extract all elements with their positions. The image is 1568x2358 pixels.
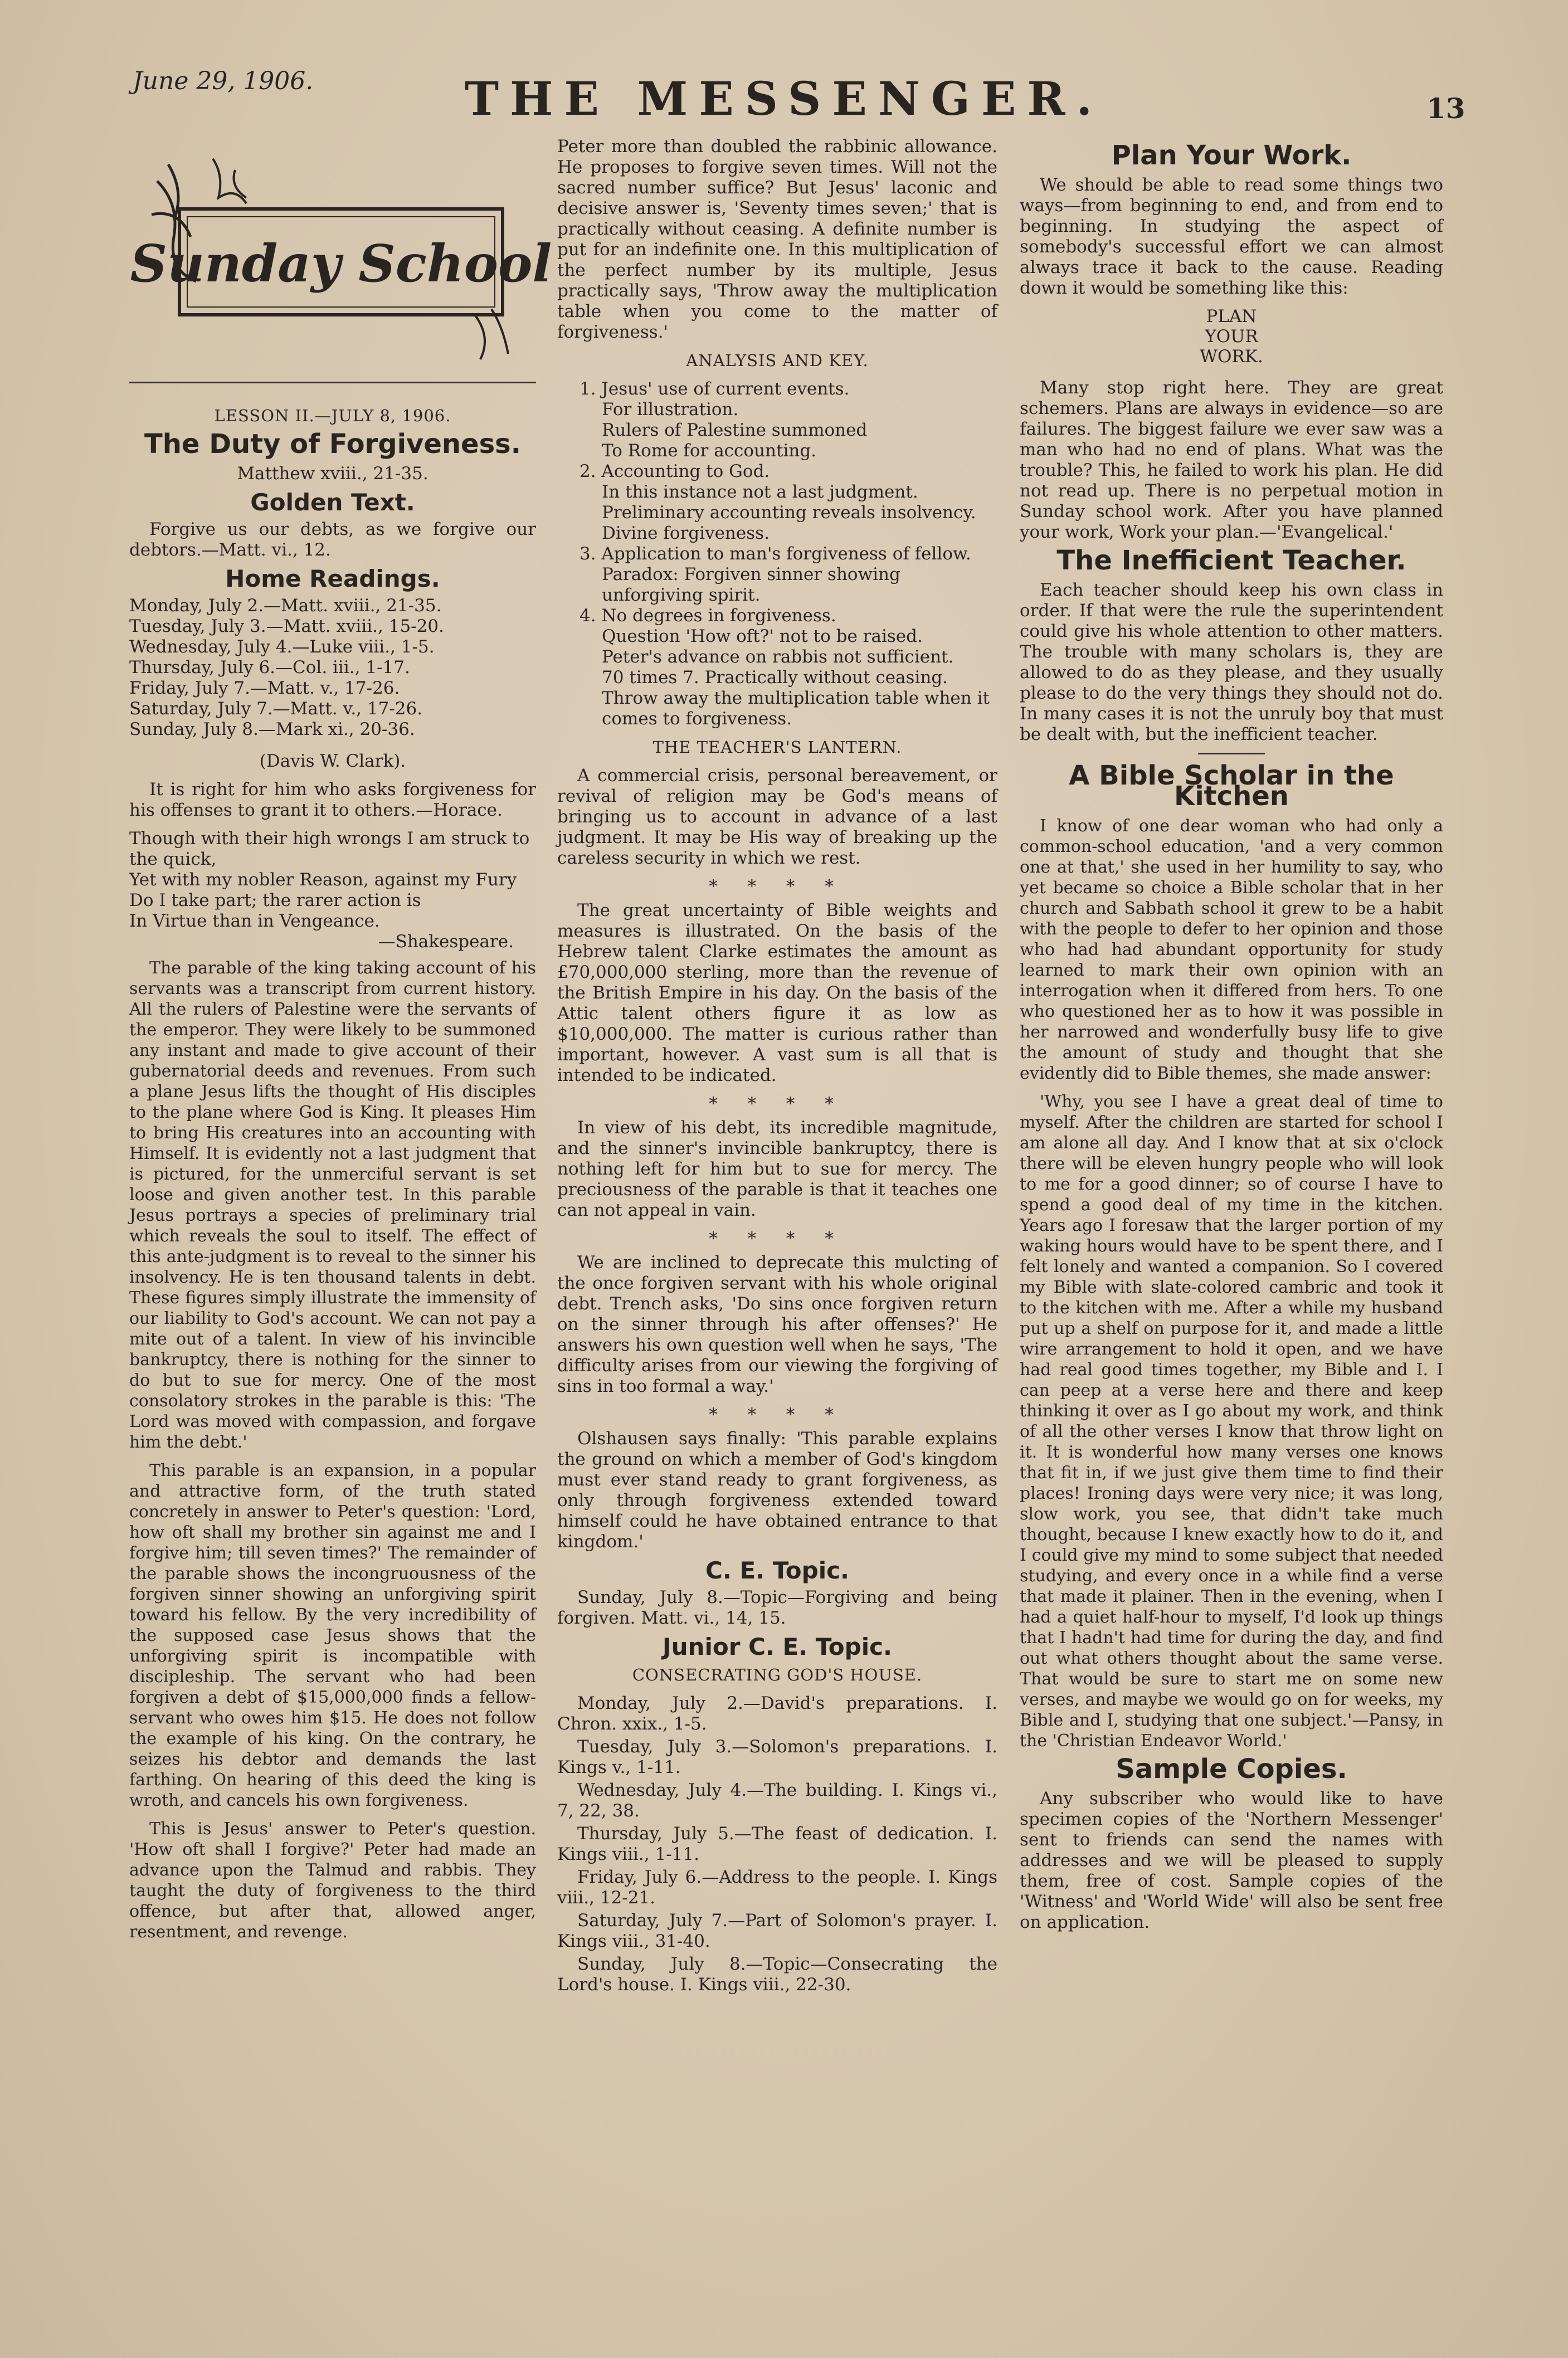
paragraph: This is Jesus' answer to Peter's question. 'How oft shall I forgive?' Peter had made an advance upon the Talmud and rabbis. They taught the duty of forgiveness to the third offence, but after that, allowed anger, resentment, and revenge.	[129, 1819, 536, 1942]
list-item: Peter's advance on rabbis not sufficient.	[602, 647, 954, 667]
list-item: Tuesday, July 3.—Solomon's preparations. I. Kings v., 1-11.	[557, 1737, 997, 1777]
list-item: Monday, July 2.—Matt. xviii., 21-35.	[129, 596, 442, 616]
list-item: For illustration.	[602, 400, 739, 420]
list-item: Thursday, July 5.—The feast of dedication. I. Kings viii., 1-11.	[557, 1824, 997, 1864]
sunday-school-logo	[130, 148, 552, 365]
list-item: Saturday, July 7.—Matt. v., 17-26.	[129, 699, 423, 719]
verse-line: Do I take part; the rarer action is	[129, 890, 421, 910]
list-item: Rulers of Palestine summoned	[602, 420, 868, 440]
paragraph: A commercial crisis, personal bereavement, or revival of religion may be God's means of bringing us to account in advance of a last judgment. It may be His way of breaking up the careless security in which we rest.	[557, 766, 997, 868]
ce-topic-heading: C. E. Topic.	[705, 1557, 849, 1584]
newspaper-title: THE MESSENGER.	[464, 72, 1104, 126]
list-item: 4. No degrees in forgiveness.	[580, 606, 836, 626]
verse-line: Though with their high wrongs I am struck to the quick,	[129, 829, 530, 869]
column-left	[129, 137, 552, 1950]
horace-quote: It is right for him who asks forgiveness for his offenses to grant it to others.—Horace.	[129, 779, 536, 820]
list-item: Thursday, July 6.—Col. iii., 1-17.	[129, 657, 410, 678]
list-item: Friday, July 7.—Matt. v., 17-26.	[129, 678, 400, 698]
paragraph: 'Why, you see I have a great deal of time to myself. After the children are started for school I am alone all day. And I know that at six o'clock there will be eleven hungry people who will look to me for a good dinner; so of course I have to spend a good deal of my time in the kitchen. Years ago I foresaw that the larger portion of my waking hours would have to be spent there, and I felt lonely and wanted a companion. So I covered my Bible with slate-colored cambric and took it to the kitchen with me. After a while my husband put up a shelf on purpose for it, and made a little wire arrangement to hold it open, and we have had real good times together, my Bible and I. I can peep at a verse here and there and keep thinking it over as I go about my work, and think of all the other verses I know that throw light on it. It is wonderful how many verses one knows that fit in, if we just give them time to find their places! Ironing days were very nice; it was long, slow work, you see, that didn't take much thought, because I knew exactly how to do it, and I could give my mind to some subject that needed studying, and every once in a while find a verse that made it plainer. Then in the evening, when I had a quiet half-hour to myself, I'd look up things that I hadn't had time for during the day, and find out what others thought about the same verse. That would be sure to start me on some new verses, and maybe we would go on for weeks, my Bible and I, studying that one subject.'—Pansy, in the 'Christian Endeavor World.'	[1020, 1092, 1443, 1751]
list-item: Throw away the multiplication table when it comes to forgiveness.	[602, 688, 990, 729]
paragraph: We are inclined to deprecate this mulcting of the once forgiven servant with his whole original debt. Trench asks, 'Do sins once forgiven return on the sinner through his after offenses?' He answers his own question well when he says, 'The difficulty arises from our viewing the forgiving of sins in too formal a way.'	[557, 1253, 997, 1396]
list-item: Divine forgiveness.	[602, 523, 770, 543]
list-item: Monday, July 2.—David's preparations. I. Chron. xxix., 1-5.	[557, 1693, 997, 1734]
list-item: Question 'How oft?' not to be raised.	[602, 626, 923, 646]
junior-ce-heading: Junior C. E. Topic.	[663, 1633, 892, 1660]
plan-word: PLAN	[1206, 306, 1257, 327]
plan-word: WORK.	[1200, 347, 1263, 367]
column-middle	[557, 137, 997, 1998]
home-readings-heading: Home Readings.	[225, 565, 440, 592]
verse-line: In Virtue than in Vengeance.	[129, 911, 380, 931]
bible-scholar-heading: A Bible Scholar in the Kitchen	[1069, 760, 1394, 812]
list-item: Friday, July 6.—Address to the people. I. Kings viii., 12-21.	[557, 1867, 997, 1908]
list-item: Wednesday, July 4.—The building. I. Kings vi., 7, 22, 38.	[557, 1780, 997, 1821]
paragraph: I know of one dear woman who had only a common-school education, 'and a very common one at that,' she used in her humility to say, who yet became so choice a Bible scholar that in her church and Sabbath school it grew to be a habit with the people to defer to her opinion and those who had had abundant opportunity for study learned to mark their own opinion with an interrogation when it differed from hers. To one who questioned her as to how it was possible in her narrowed and wonderfully busy life to give the amount of study and thought that she evidently did to Bible themes, she made answer:	[1020, 816, 1443, 1083]
analysis-heading: ANALYSIS AND KEY.	[686, 351, 869, 370]
analysis-list	[557, 379, 997, 729]
separator-stars: * * * *	[709, 1094, 846, 1114]
plan-your-work-stack	[1020, 306, 1443, 367]
separator-stars: * * * *	[709, 876, 846, 897]
junior-ce-subheading: CONSECRATING GOD'S HOUSE.	[632, 1665, 923, 1684]
list-item: To Rome for accounting.	[602, 441, 817, 461]
home-readings-list	[129, 596, 536, 740]
paragraph: Any subscriber who would like to have specimen copies of the 'Northern Messenger' sent to friends can send the names with addresses and we will be pleased to supply them, free of cost. Sample copies of the 'Witness' and 'World Wide' will also be sent free on application.	[1020, 1789, 1443, 1932]
ce-topic-text: Sunday, July 8.—Topic—Forgiving and being forgiven. Matt. vi., 14, 15.	[557, 1587, 997, 1628]
issue-date: June 29, 1906.	[133, 67, 314, 95]
column-right	[1020, 137, 1443, 1941]
paragraph: In view of his debt, its incredible magnitude, and the sinner's invincible bankruptcy, there is nothing left for him but to sue for mercy. The preciousness of the parable is that it teaches one can not appeal in vain.	[557, 1118, 997, 1220]
list-item: Preliminary accounting reveals insolvency.	[602, 503, 976, 523]
list-item: 1. Jesus' use of current events.	[580, 379, 850, 399]
verse-line: Yet with my nobler Reason, against my Fury	[129, 870, 517, 890]
list-item: Sunday, July 8.—Topic—Consecrating the Lord's house. I. Kings viii., 22-30.	[557, 1954, 997, 1995]
list-item: Sunday, July 8.—Mark xi., 20-36.	[129, 719, 415, 739]
lesson-label: LESSON II.—JULY 8, 1906.	[214, 406, 451, 425]
list-item: 2. Accounting to God.	[580, 461, 770, 481]
paragraph: Peter more than doubled the rabbinic allowance. He proposes to forgive seven times. Will not the sacred number suffice? But Jesus' laconic and decisive answer is, 'Seventy times seven;' that is practically without ceasing. A definite number is put for an indefinite one. In this multiplication of the perfect number by its multiple, Jesus practically says, 'Throw away the multiplication table when you come to the matter of forgiveness.'	[557, 137, 997, 342]
separator-stars: * * * *	[709, 1405, 846, 1425]
paragraph: Olshausen says finally: 'This parable explains the ground on which a member of God's kingdom must ever stand ready to grant forgiveness, as only through forgiveness extended toward himself could he have obtained entrance to that kingdom.'	[557, 1429, 997, 1552]
plan-work-heading: Plan Your Work.	[1111, 140, 1352, 171]
shakespeare-verse	[129, 829, 536, 952]
list-item: 3. Application to man's forgiveness of fellow.	[580, 544, 971, 564]
paragraph: The great uncertainty of Bible weights and measures is illustrated. On the basis of the Hebrew talent Clarke estimates the amount as £70,000,000 sterling, more than the revenue of the British Empire in his day. On the basis of the Attic talent others figure it as low as $10,000,000. The matter is curious rather than important, however. A vast sum is all that is intended to be indicated.	[557, 900, 997, 1085]
divider	[1198, 753, 1265, 754]
sample-copies-heading: Sample Copies.	[1116, 1753, 1347, 1785]
paragraph: This parable is an expansion, in a popular and attractive form, of the truth stated concretely in answer to Peter's question: 'Lord, how oft shall my brother sin against me and I forgive him; till seven times?' The remainder of the parable shows the incongruousness of the forgiven sinner showing an unforgiving spirit toward his fellow. By the very incredibility of the supposed case Jesus shows that the unforgiving spirit is incompatible with discipleship. The servant who had been forgiven a debt of $15,000,000 finds a fellow-servant who owes him $15. He does not follow the example of his king. On the contrary, he seizes his debtor and demands the last farthing. On hearing of this deed the king is wroth, and cancels his own forgiveness.	[129, 1461, 536, 1810]
sunday-school-masthead	[129, 137, 552, 383]
author-credit: (Davis W. Clark).	[259, 751, 406, 771]
paragraph: Each teacher should keep his own class in order. If that were the rule the superintendent could give his whole attention to other matters. The trouble with many scholars is, they are allowed to do as they please, and they usually please to do the very things they should not do. In many cases it is not the unruly boy that must be dealt with, but the inefficient teacher.	[1020, 580, 1443, 744]
golden-text: Forgive us our debts, as we forgive our debtors.—Matt. vi., 12.	[129, 519, 536, 560]
list-item: 70 times 7. Practically without ceasing.	[602, 668, 948, 688]
logo-text: Sunday School	[130, 233, 552, 294]
list-item: Saturday, July 7.—Part of Solomon's prayer. I. Kings viii., 31-40.	[557, 1911, 997, 1951]
page-number: 13	[1426, 92, 1465, 125]
paragraph: Many stop right here. They are great schemers. Plans are always in evidence—so are failures. The biggest failure we ever saw was a man who had no end of plans. What was the trouble? This, he failed to work his plan. He did not read up. There is no perpetual motion in Sunday school work. After you have planned your work, Work your plan.—'Evangelical.'	[1020, 378, 1443, 542]
list-item: In this instance not a last judgment.	[602, 482, 918, 502]
separator-stars: * * * *	[709, 1229, 846, 1249]
paragraph: We should be able to read some things two ways—from beginning to end, and from end to beginning. In studying the aspect of somebody's successful effort we can almost always trace it back to the cause. Reading down it would be something like this:	[1020, 175, 1443, 298]
golden-text-heading: Golden Text.	[250, 489, 415, 516]
lantern-heading: THE TEACHER'S LANTERN.	[652, 738, 902, 757]
inefficient-teacher-heading: The Inefficient Teacher.	[1056, 545, 1406, 576]
list-item: Paradox: Forgiven sinner showing unforgiving spirit.	[602, 564, 900, 605]
paragraph: The parable of the king taking account of his servants was a transcript from current history. All the rulers of Palestine were the servants of the emperor. They were likely to be summoned any instant and made to give account of their gubernatorial deeds and revenues. From such a plane Jesus lifts the thought of His disciples to the plane where God is King. It pleases Him to bring His creatures into an accounting with Himself. It is evidently not a last judgment that is pictured, for the unmerciful servant is set loose and given another test. In this parable Jesus portrays a species of preliminary trial which reveals the soul to itself. The effect of this ante-judgment is to reveal to the sinner his insolvency. He is ten thousand talents in debt. These figures simply illustrate the immensity of our liability to God's account. We can not pay a mite out of a talent. In view of his invincible bankruptcy, there is nothing for the sinner to do but to sue for mercy. One of the most consolatory strokes in the parable is this: 'The Lord was moved with compassion, and forgave him the debt.'	[129, 958, 536, 1452]
verse-author: —Shakespeare.	[378, 932, 514, 952]
list-item: Tuesday, July 3.—Matt. xviii., 15-20.	[129, 616, 444, 636]
lesson-title: The Duty of Forgiveness.	[144, 428, 521, 460]
lesson-reference: Matthew xviii., 21-35.	[237, 464, 428, 484]
plan-word: YOUR	[1205, 327, 1258, 347]
list-item: Wednesday, July 4.—Luke viii., 1-5.	[129, 637, 435, 657]
